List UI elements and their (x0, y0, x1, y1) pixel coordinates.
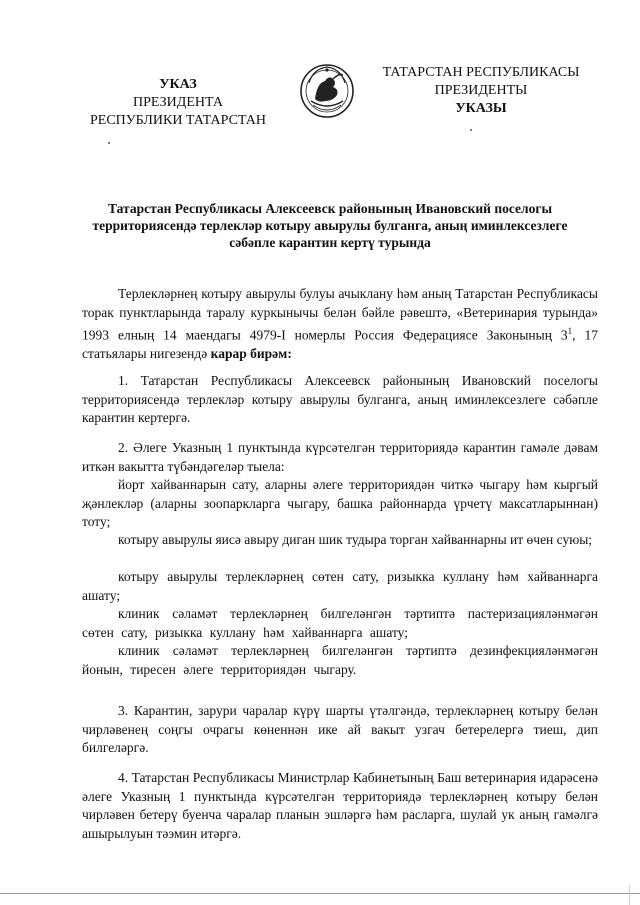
item-2-sub-3 (82, 568, 598, 605)
item-2-head: 2. Әлеге Указның 1 пунктында күрсәтелгән территориядә карантин гамәле дәвам иткән вакытта түбәндәгеләр тыела: (82, 440, 598, 474)
item-1-paragraph (82, 372, 598, 428)
header-right-line2: ПРЕЗИДЕНТЫ (434, 83, 528, 98)
item-2-paragraph (82, 439, 598, 476)
header-right-line3: УКАЗЫ (455, 101, 507, 116)
item-2-sub-2 (82, 531, 598, 550)
header-right-tatar (376, 64, 586, 118)
intro-superscript: 1 (567, 326, 573, 336)
item-3-paragraph (82, 702, 598, 758)
item-4-paragraph (82, 769, 598, 843)
header-left-line2: ПРЕЗИДЕНТА (133, 95, 223, 110)
intro-bold: карар бирәм: (210, 346, 292, 361)
header-left-line1: УКАЗ (159, 77, 197, 92)
item-2-sub-1 (82, 476, 598, 532)
item-2-sub-3-text: котыру авырулы терлекләрнең сөтен сату, ризыкка куллану һәм хайваннарга ашату; (82, 569, 598, 603)
header-left-line3: РЕСПУБЛИКИ ТАТАРСТАН (89, 113, 266, 128)
item-2-sub-4 (82, 605, 598, 642)
document-title: Татарстан Республикасы Алексеевск районының Ивановский поселогы территориясендә терлекләр котыру авырулы булганга, аның иминлексезлеге сәбәпле карантин кертү турында (92, 201, 568, 250)
scan-speck (470, 129, 472, 131)
intro-text: Терлекләрнең котыру авырулы булуы ачыклану һәм аның Татарстан Республикасы торак пунктларында таралу куркынычы белән бәйле рәвештә, «Ветеринария турында» 1993 елның 14 маендагы 4979-I номерлы Россия Федерациясе Законының 3 (82, 286, 598, 343)
scan-speck (108, 142, 110, 144)
item-2-sub-4-text: клиник сәламәт терлекләрнең билгеләнгән тәртиптә пастеризацияләнмәгән сөтен сату, ризыкка куллану һәм хайваннарга ашату; (82, 606, 598, 640)
tatarstan-coat-of-arms-icon (299, 61, 355, 121)
item-1-text: 1. Татарстан Республикасы Алексеевск районының Ивановский поселогы территориясендә терлекләр котыру авырулы булганга, аның иминлексезлеге сәбәпле карантин кертергә. (82, 373, 598, 425)
item-2-sub-1-text: йорт хайваннарын сату, аларны әлеге территориядән читкә чыгару һәм кыргый җәнлекләр (аларны зоопаркларга чыгару, башка районнарда үрчетү максатларыннан) тоту; (82, 477, 598, 529)
item-2-sub-5 (82, 642, 598, 679)
item-4-text: 4. Татарстан Республикасы Министрлар Кабинетының Баш ветеринария идарәсенә әлеге Указның 1 пунктында күрсәтелгән территориядә терлекләрнең котыру белән чирләвен бетерү буенча чаралар планын эшләргә һәм расларга, шулай ук аның гамәлгә ашырылуын тәэмин итәргә. (82, 770, 598, 841)
item-2-sub-5-text: клиник сәламәт терлекләрнең билгеләнгән тәртиптә дезинфекцияләнмәгән йонын, тиресен әлеге территориядән чыгару. (82, 643, 598, 677)
item-2-sub-2-text: котыру авырулы яисә авыру диган шик тудыра торган хайваннарны ит өчен суюы; (118, 532, 593, 547)
intro-paragraph (82, 285, 598, 364)
header-right-line1: ТАТАРСТАН РЕСПУБЛИКАСЫ (382, 65, 580, 80)
scan-page-corner (629, 885, 640, 905)
scan-bottom-edge (0, 893, 640, 894)
header-left-russian (78, 76, 278, 130)
item-3-text: 3. Карантин, зарури чаралар күрү шарты үтәлгәндә, терлекләрнең котыру белән чирләвенең соңгы очрагы көненнән ике ай вакыт узгач бетерелергә тиеш, дип билгеләргә. (82, 703, 598, 755)
intro-text-after: , 17 статьялары нигезендә (82, 327, 598, 361)
